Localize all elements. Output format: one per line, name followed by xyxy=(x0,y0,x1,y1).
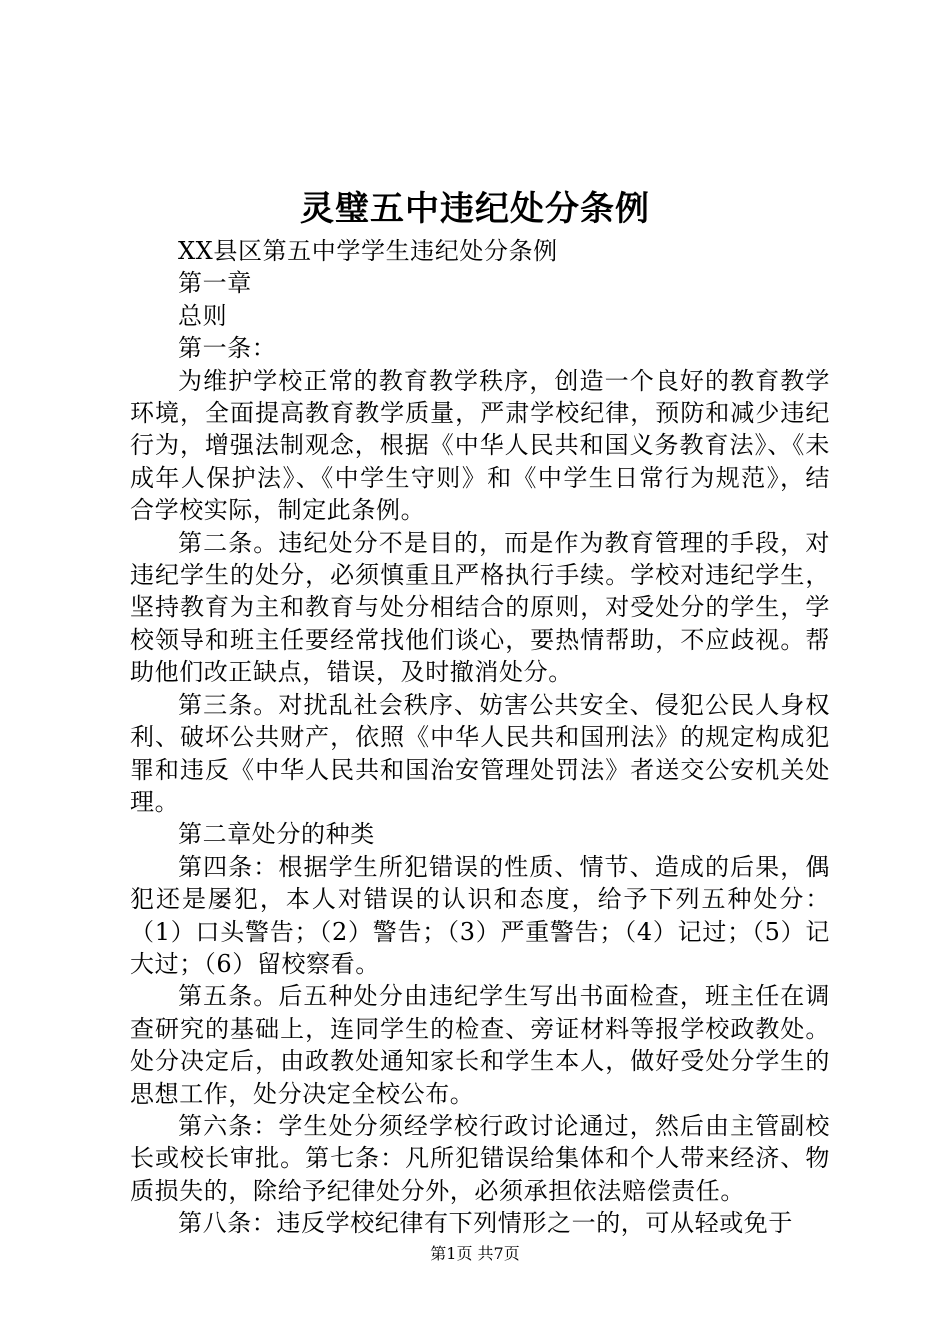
article-paragraph: 第二条。违纪处分不是目的，而是作为教育管理的手段，对违纪学生的处分，必须慎重且严格执行手续。学校对违纪学生，坚持教育为主和教育与处分相结合的原则，对受处分的学生，学校领导和班主任要经常找他们谈心，要热情帮助，不应歧视。帮助他们改正缺点，错误，及时撤消处分。 xyxy=(130,528,830,687)
chapter-heading: 第一章 xyxy=(178,269,252,298)
page-number-footer: 第1页 共7页 xyxy=(430,1244,520,1263)
document-title: 灵璧五中违纪处分条例 xyxy=(300,189,650,229)
chapter-heading: 第二章处分的种类 xyxy=(178,820,375,849)
article-paragraph: 第三条。对扰乱社会秩序、妨害公共安全、侵犯公民人身权利、破坏公共财产，依照《中华人民共和国刑法》的规定构成犯罪和违反《中华人民共和国治安管理处罚法》者送交公安机关处理。 xyxy=(130,690,830,816)
article-paragraph: 第五条。后五种处分由违纪学生写出书面检查，班主任在调查研究的基础上，连同学生的检查、旁证材料等报学校政教处。处分决定后，由政教处通知家长和学生本人，做好受处分学生的思想工作，处分决定全校公布。 xyxy=(130,982,830,1108)
chapter-title: 总则 xyxy=(178,301,228,330)
article-paragraph: 为维护学校正常的教育教学秩序，创造一个良好的教育教学环境，全面提高教育教学质量，严肃学校纪律，预防和减少违纪行为，增强法制观念，根据《中华人民共和国义务教育法》、《未成年人保护法》、《中学生守则》和《中学生日常行为规范》，结合学校实际，制定此条例。 xyxy=(130,366,830,525)
subtitle-paragraph: XX县区第五中学学生违纪处分条例 xyxy=(178,237,558,265)
article-heading: 第一条： xyxy=(178,334,277,363)
article-paragraph: 第八条：违反学校纪律有下列情形之一的，可从轻或免于 xyxy=(178,1209,793,1238)
document-body xyxy=(130,235,830,1240)
article-paragraph: 第四条：根据学生所犯错误的性质、情节、造成的后果，偶犯还是屡犯，本人对错误的认识和态度，给予下列五种处分：（1）口头警告；（2）警告；（3）严重警告；（4）记过；（5）记大过；（6）留校察看。 xyxy=(130,852,830,978)
article-paragraph: 第六条：学生处分须经学校行政讨论通过，然后由主管副校长或校长审批。第七条：凡所犯错误给集体和个人带来经济、物质损失的，除给予纪律处分外，必须承担依法赔偿责任。 xyxy=(130,1111,830,1205)
